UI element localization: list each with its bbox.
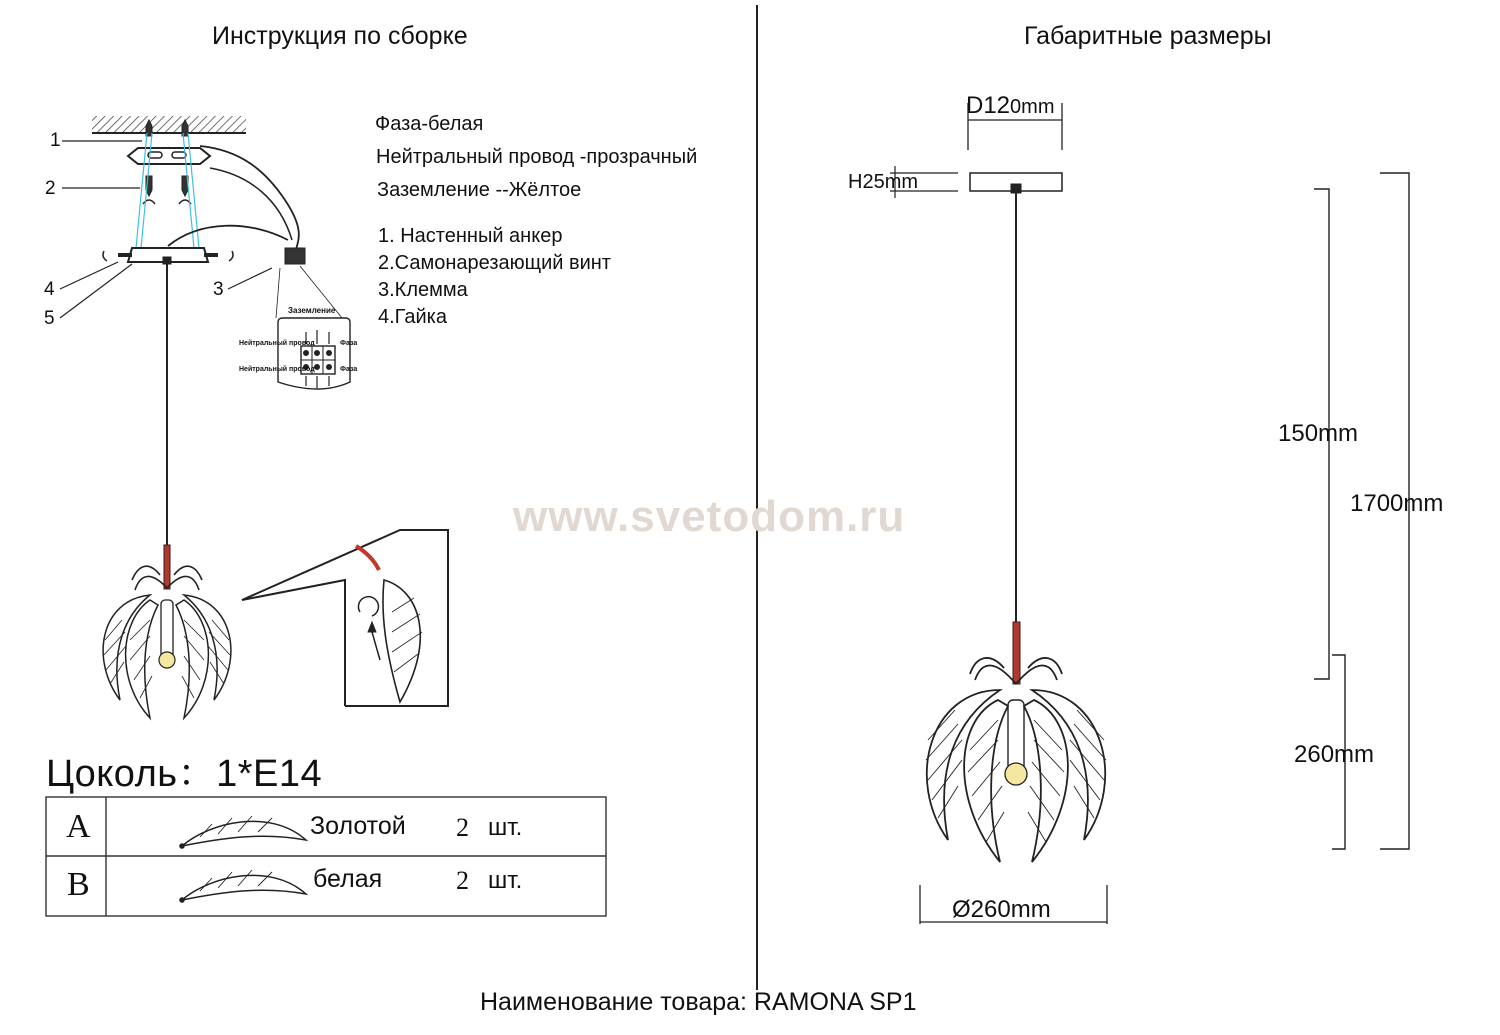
wire-legend-phase: Фаза-белая [375, 113, 484, 135]
callout-5: 5 [44, 308, 55, 329]
callout-2: 2 [45, 178, 56, 199]
dim-canopy-diameter [966, 92, 1054, 120]
dim-diameter: Ø260mm [952, 896, 1051, 923]
dim-canopy-diameter-suffix: 0mm [1010, 96, 1055, 118]
lamp-dimension-drawing [926, 658, 1106, 862]
table-row-a-letter: A [66, 808, 91, 845]
table-row-b-unit: шт. [488, 867, 523, 894]
socket-type: Цоколь：1*E14 [46, 753, 323, 795]
parts-list [378, 223, 611, 331]
lamp-assembly-drawing [103, 545, 231, 718]
table-leaf-icons [180, 816, 306, 902]
terminal-neutral-label-2: Нейтральный провод [239, 366, 315, 373]
ceiling-hatch [92, 116, 246, 132]
leaf-install-detail [242, 530, 448, 706]
terminal-neutral-label-1: Нейтральный провод [239, 340, 315, 347]
wire-legend-neutral: Нейтральный провод -прозрачный [376, 146, 698, 168]
terminal-phase-label-2: Фаза [340, 366, 358, 373]
callout-4: 4 [44, 279, 55, 300]
parts-item-anchor: 1. Настенный анкер [378, 225, 563, 247]
table-row-b-name: белая [313, 865, 383, 893]
callout-3: 3 [213, 279, 224, 300]
parts-item-screw: 2.Самонарезающий винт [378, 252, 611, 274]
table-row-a-unit: шт. [488, 814, 523, 841]
terminal-phase-label-1: Фаза [340, 340, 358, 347]
parts-item-nut: 4.Гайка [378, 306, 447, 328]
left-title: Инструкция по сборке [212, 22, 468, 50]
table-row-b-qty: 2 [456, 866, 469, 895]
dim-canopy-diameter-main: D12 [966, 92, 1011, 119]
dim-body-height: 260mm [1294, 741, 1375, 768]
parts-item-terminal: 3.Клемма [378, 279, 468, 301]
watermark: www.svetodom.ru [513, 492, 906, 541]
product-name-footer: Наименование товара: RAMONA SP1 [480, 988, 917, 1016]
terminal-ground-label: Заземление [288, 306, 336, 315]
dim-shade-height: 150mm [1278, 420, 1359, 447]
right-title: Габаритные размеры [1024, 22, 1272, 50]
wire-legend-ground: Заземление --Жёлтое [377, 179, 582, 201]
table-row-b-letter: B [67, 866, 90, 903]
table-row-a-qty: 2 [456, 813, 469, 842]
dim-canopy-height: H25mm [848, 171, 919, 193]
dim-total-height: 1700mm [1350, 490, 1444, 517]
callout-1: 1 [50, 130, 61, 151]
terminal-block-detail [278, 318, 350, 389]
table-row-a-name: Золотой [310, 812, 406, 840]
